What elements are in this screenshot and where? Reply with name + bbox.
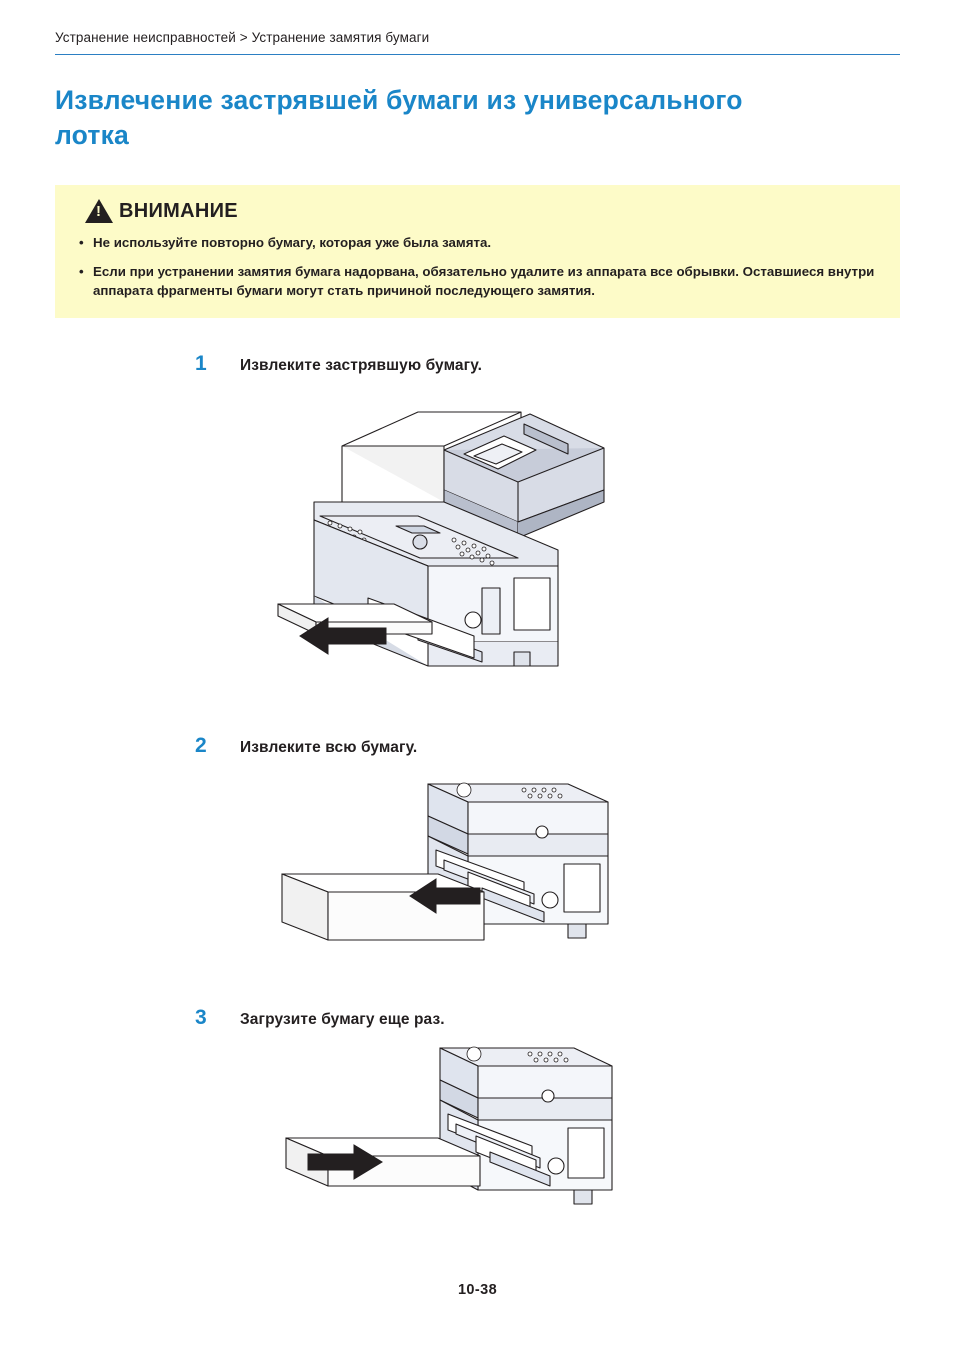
step-2 — [55, 734, 900, 972]
caution-label: ВНИМАНИЕ — [119, 199, 238, 222]
step-number: 1 — [195, 352, 207, 376]
list-item: • Если при устранении замятия бумага надорвана, обязательно удалите из аппарата все обрывки. Оставшиеся внутри аппарата фрагменты бумаги могут стать причиной последующего замятия. — [73, 262, 882, 301]
page-number: 10-38 — [457, 1282, 498, 1298]
step-1 — [55, 352, 900, 700]
page-title: Извлечение застрявшей бумаги из универсального лотка — [55, 85, 743, 151]
step-3 — [55, 1006, 900, 1240]
warning-triangle-icon — [85, 199, 113, 223]
caution-header — [85, 199, 882, 223]
caution-list — [73, 233, 882, 300]
step-text: Извлеките застрявшую бумагу. — [240, 357, 482, 375]
breadcrumb-divider — [55, 54, 900, 55]
figure-mpt-reload-paper — [268, 1040, 688, 1240]
step-3-header — [55, 1006, 900, 1030]
step-number: 3 — [195, 1006, 207, 1030]
breadcrumb: Устранение неисправностей > Устранение замятия бумаги — [55, 30, 430, 45]
step-text: Извлеките всю бумагу. — [240, 739, 418, 757]
figure-mpt-remove-all-paper — [268, 772, 688, 972]
step-number: 2 — [195, 734, 207, 758]
step-1-header — [55, 352, 900, 376]
step-text: Загрузите бумагу еще раз. — [240, 1011, 445, 1029]
figure-mpt-jam-pull-paper — [268, 390, 688, 700]
step-2-header — [55, 734, 900, 758]
caution-box — [55, 185, 900, 318]
list-item: • Не используйте повторно бумагу, которая уже была замята. — [73, 233, 882, 252]
